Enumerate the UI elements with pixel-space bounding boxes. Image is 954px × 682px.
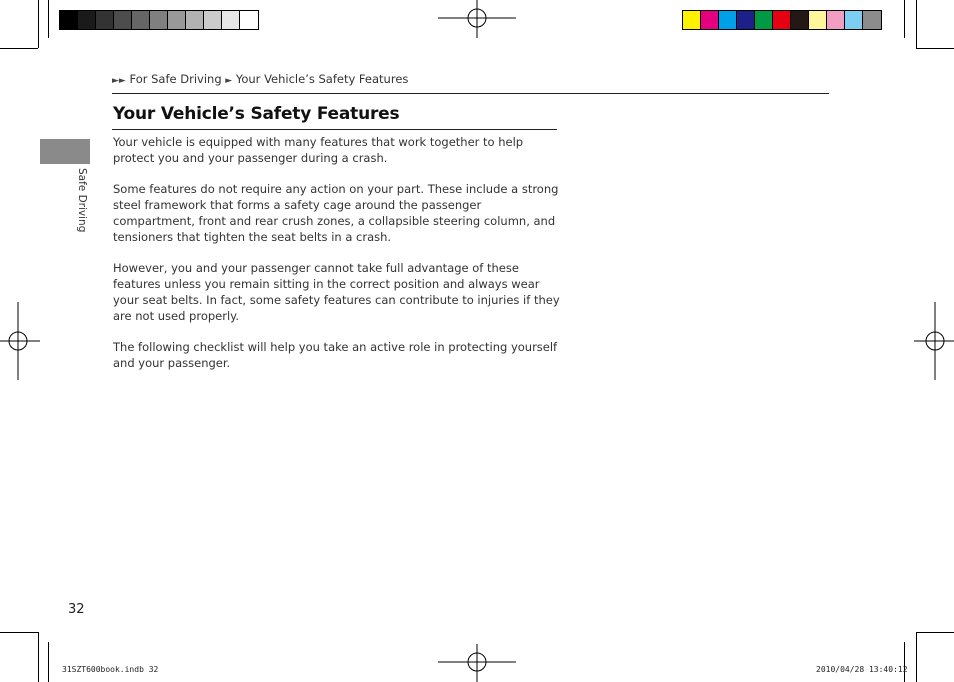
breadcrumb xyxy=(112,72,408,86)
page-title: Your Vehicle’s Safety Features xyxy=(113,104,400,124)
color-swatch xyxy=(204,11,222,29)
breadcrumb-page: Your Vehicle’s Safety Features xyxy=(235,72,409,86)
crop-mark xyxy=(0,632,38,633)
color-swatch xyxy=(240,11,258,29)
crop-mark xyxy=(916,48,954,49)
crop-mark xyxy=(38,632,39,682)
color-swatch xyxy=(78,11,96,29)
crop-mark xyxy=(48,642,49,682)
chapter-label: Safe Driving xyxy=(76,168,88,233)
color-swatch xyxy=(60,11,78,29)
crop-mark xyxy=(38,0,39,48)
color-swatch xyxy=(863,11,881,29)
crop-mark xyxy=(0,48,38,49)
color-swatch xyxy=(132,11,150,29)
header-rule xyxy=(112,93,829,94)
registration-mark-icon xyxy=(914,302,954,380)
breadcrumb-arrow-icon: ► xyxy=(225,76,233,86)
registration-mark-icon xyxy=(0,302,40,380)
page-number: 32 xyxy=(68,602,85,617)
color-swatch xyxy=(809,11,827,29)
registration-mark-icon xyxy=(438,642,516,682)
paragraph: The following checklist will help you take an active role in protecting yourself and your passenger. xyxy=(113,340,558,370)
crop-mark xyxy=(904,642,905,682)
color-swatch xyxy=(186,11,204,29)
crop-mark xyxy=(916,632,954,633)
body-text xyxy=(113,134,561,386)
color-swatch xyxy=(114,11,132,29)
color-swatch xyxy=(755,11,773,29)
chapter-tab[interactable] xyxy=(40,139,90,164)
breadcrumb-arrow-icon: ►► xyxy=(112,76,126,86)
paragraph: Some features do not require any action on your part. These include a strong steel framework that forms a safety cage around the passenger compartment, front and rear crush zones, a collapsible steering column, and tensioners that tighten the seat belts in a crash. xyxy=(113,182,559,244)
print-slug-timestamp: 2010/04/28 13:40:12 xyxy=(816,665,908,674)
color-swatch xyxy=(701,11,719,29)
breadcrumb-section[interactable]: For Safe Driving xyxy=(129,72,222,86)
color-swatch xyxy=(845,11,863,29)
color-swatch xyxy=(168,11,186,29)
color-swatch xyxy=(150,11,168,29)
color-swatch xyxy=(222,11,240,29)
color-swatch xyxy=(791,11,809,29)
color-swatch xyxy=(683,11,701,29)
color-swatch xyxy=(719,11,737,29)
print-slug-file: 31SZT600book.indb 32 xyxy=(62,665,159,674)
color-swatch xyxy=(773,11,791,29)
crop-mark xyxy=(916,0,917,48)
color-swatch xyxy=(96,11,114,29)
crop-mark xyxy=(904,0,905,38)
paragraph: Your vehicle is equipped with many features that work together to help protect you and your passenger during a crash. xyxy=(113,135,524,165)
color-swatch xyxy=(737,11,755,29)
process-color-bar xyxy=(682,10,882,30)
registration-mark-icon xyxy=(438,0,516,40)
crop-mark xyxy=(916,632,917,682)
grayscale-color-bar xyxy=(59,10,259,30)
title-rule xyxy=(112,129,557,130)
crop-mark xyxy=(48,0,49,38)
color-swatch xyxy=(827,11,845,29)
paragraph: However, you and your passenger cannot take full advantage of these features unless you remain sitting in the correct position and always wear your seat belts. In fact, some safety features can contribute to injuries if they are not used properly. xyxy=(113,261,560,323)
